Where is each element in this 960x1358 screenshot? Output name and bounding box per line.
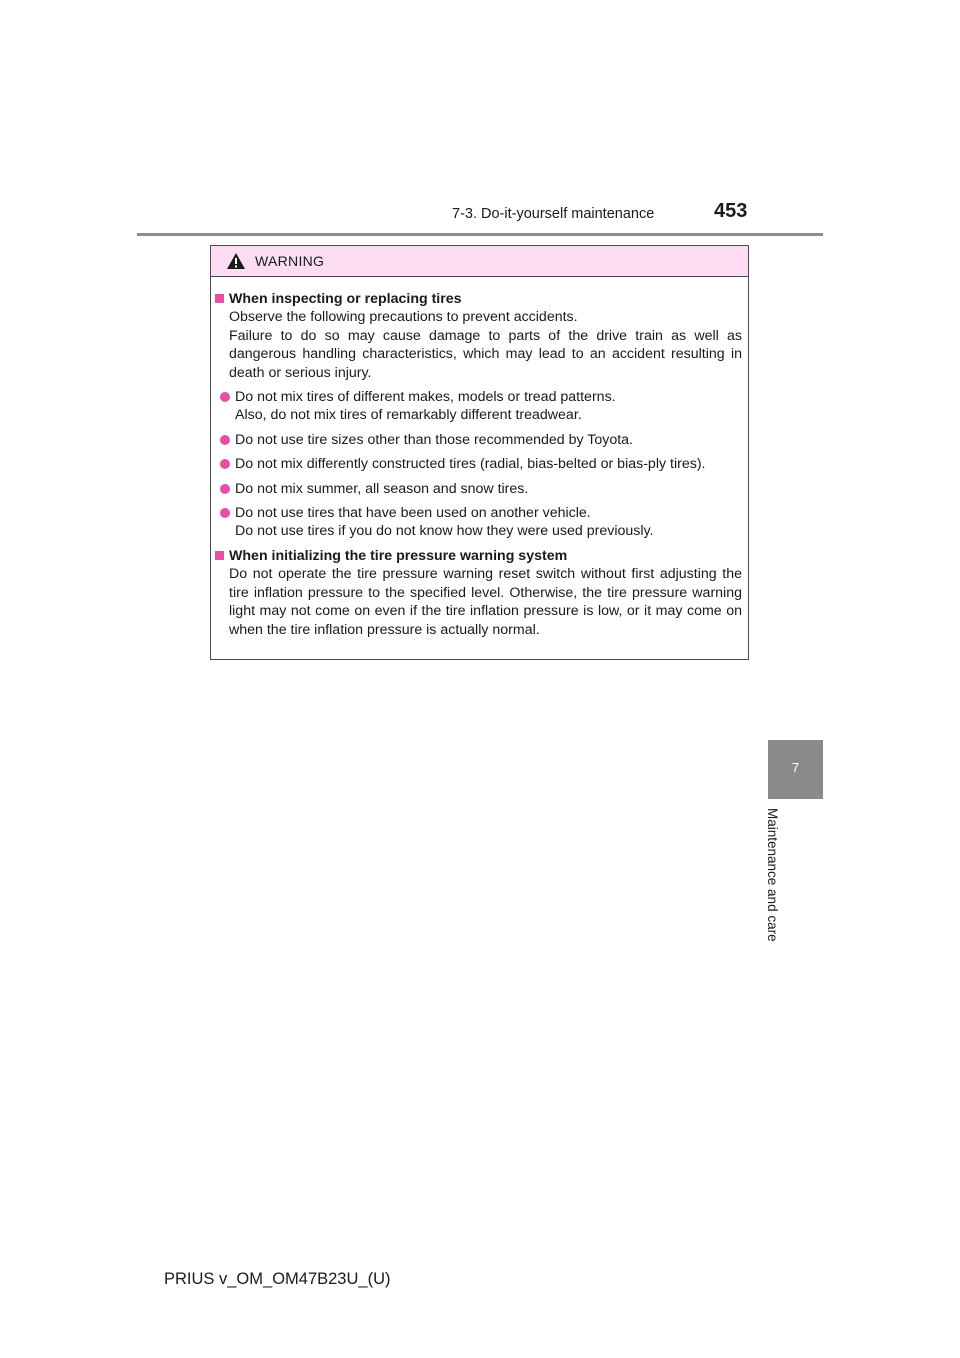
round-bullet-icon	[220, 435, 230, 445]
list-item	[215, 480, 742, 498]
paragraph: Do not operate the tire pressure warning reset switch without first adjusting the tire inflation pressure to the specified level. Otherwise, the tire pressure warning light may not come on even if the tire inflation pressure is low, or it may come on when the tire inflation pressure is actually normal.	[229, 566, 742, 638]
square-bullet-icon	[215, 294, 224, 303]
round-bullet-icon	[220, 484, 230, 494]
list-item	[215, 388, 742, 425]
section-heading	[215, 547, 742, 565]
round-bullet-icon	[220, 392, 230, 402]
warning-box	[210, 245, 749, 660]
round-bullet-icon	[220, 459, 230, 469]
chapter-side-label	[765, 808, 790, 953]
list-item-text: Do not use tires if you do not know how they were used previously.	[235, 523, 654, 540]
chapter-tab	[768, 740, 823, 799]
section-heading	[215, 290, 742, 308]
list-item-text: Do not mix summer, all season and snow tires.	[235, 480, 529, 497]
page-number: 453	[714, 200, 748, 222]
header-rule	[137, 233, 823, 236]
section-heading-text: When inspecting or replacing tires	[229, 291, 462, 307]
list-item-text: Do not use tires that have been used on another vehicle.	[235, 505, 591, 522]
list-item-text: Also, do not mix tires of remarkably different treadwear.	[235, 407, 582, 424]
warning-title: WARNING	[255, 253, 325, 269]
round-bullet-icon	[220, 508, 230, 518]
list-item	[215, 455, 742, 473]
footer-doc-id: PRIUS v_OM_OM47B23U_(U)	[164, 1270, 391, 1288]
warning-body	[211, 277, 748, 639]
warning-triangle-icon	[226, 252, 246, 270]
list-item	[215, 504, 742, 541]
list-item-text: Do not use tire sizes other than those recommended by Toyota.	[235, 431, 633, 448]
list-item	[215, 431, 742, 449]
square-bullet-icon	[215, 551, 224, 560]
list-item-text: Do not mix differently constructed tires (radial, bias-belted or bias-ply tires).	[235, 456, 706, 473]
paragraph: Failure to do so may cause damage to parts of the drive train as well as dangerous handling characteristics, which may lead to an accident resulting in death or serious injury.	[229, 327, 742, 381]
list-item-text: Do not mix tires of different makes, models or tread patterns.	[235, 389, 616, 406]
chapter-title: Maintenance and care	[765, 808, 780, 942]
warning-header	[211, 246, 748, 277]
chapter-number: 7	[791, 760, 800, 775]
paragraph: Observe the following precautions to prevent accidents.	[229, 309, 578, 326]
section-heading-text: When initializing the tire pressure warning system	[229, 547, 568, 564]
header-section-title: 7-3. Do-it-yourself maintenance	[452, 206, 655, 222]
